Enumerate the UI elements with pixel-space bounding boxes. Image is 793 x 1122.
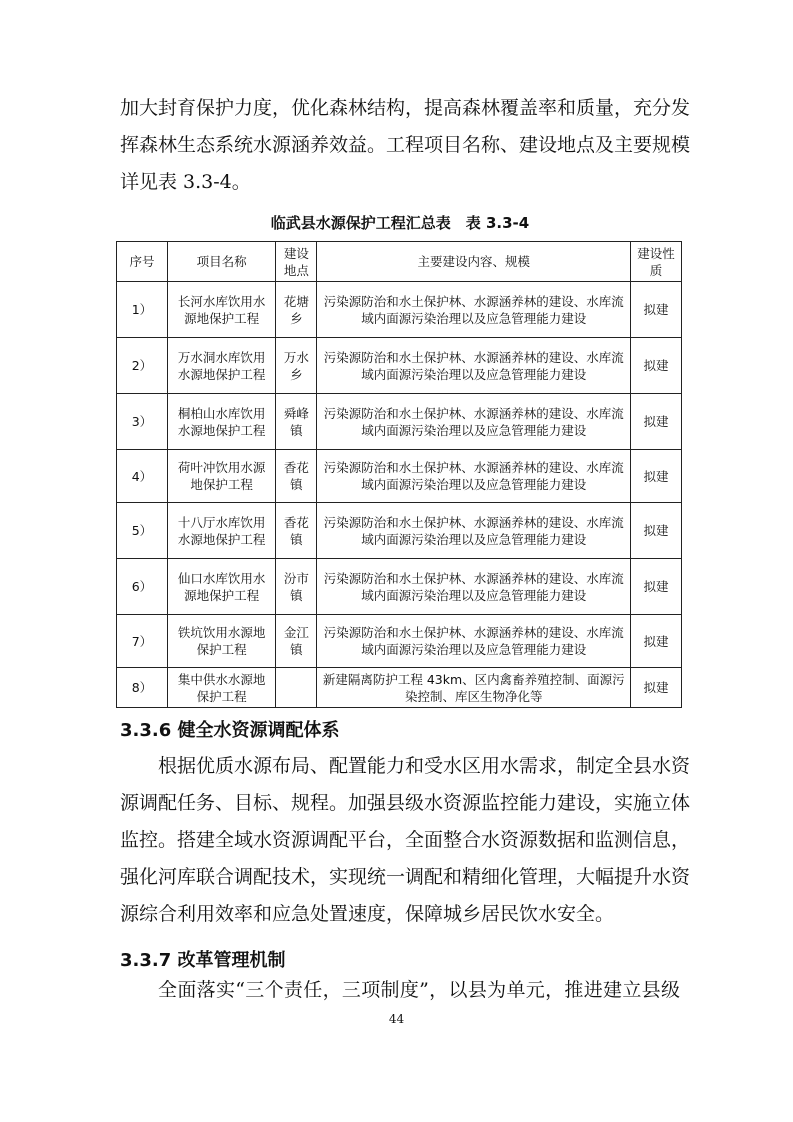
cell-nature: 拟建 <box>631 503 682 559</box>
table-row <box>117 668 682 708</box>
section-heading-3-3-7: 3.3.7 改革管理机制 <box>120 950 286 971</box>
cell-content: 污染源防治和水土保护林、水源涵养林的建设、水库流域内面源污染治理以及应急管理能力建设 <box>317 615 631 668</box>
cell-location: 花塘乡 <box>276 282 317 338</box>
cell-name: 集中供水水源地保护工程 <box>167 668 276 708</box>
cell-location: 舜峰镇 <box>276 394 317 450</box>
cell-content: 新建隔离防护工程 43km、区内禽畜养殖控制、面源污染控制、库区生物净化等 <box>317 668 631 708</box>
cell-location: 汾市镇 <box>276 559 317 615</box>
cell-no: 3） <box>117 394 168 450</box>
header-name: 项目名称 <box>167 242 276 282</box>
cell-name: 十八厅水库饮用水源地保护工程 <box>167 503 276 559</box>
cell-name: 荷叶冲饮用水源地保护工程 <box>167 450 276 503</box>
cell-location: 金江镇 <box>276 615 317 668</box>
cell-content: 污染源防治和水土保护林、水源涵养林的建设、水库流域内面源污染治理以及应急管理能力建设 <box>317 338 631 394</box>
cell-nature: 拟建 <box>631 615 682 668</box>
cell-nature: 拟建 <box>631 338 682 394</box>
cell-content: 污染源防治和水土保护林、水源涵养林的建设、水库流域内面源污染治理以及应急管理能力建设 <box>317 559 631 615</box>
cell-no: 8） <box>117 668 168 708</box>
cell-name: 长河水库饮用水源地保护工程 <box>167 282 276 338</box>
intro-line-1: 加大封育保护力度，优化森林结构，提高森林覆盖率和质量，充分发 <box>120 97 691 119</box>
paragraph-line: 全面落实“三个责任，三项制度”，以县为单元，推进建立县级 <box>158 979 680 1001</box>
cell-no: 6） <box>117 559 168 615</box>
cell-no: 1） <box>117 282 168 338</box>
paragraph-line: 根据优质水源布局、配置能力和受水区用水需求，制定全县水资 <box>158 755 691 777</box>
intro-paragraph <box>120 90 691 201</box>
cell-no: 2） <box>117 338 168 394</box>
cell-content: 污染源防治和水土保护林、水源涵养林的建设、水库流域内面源污染治理以及应急管理能力建设 <box>317 503 631 559</box>
header-nature: 建设性质 <box>631 242 682 282</box>
table-header-row <box>117 242 682 282</box>
table-row <box>117 615 682 668</box>
table-row <box>117 503 682 559</box>
paragraph-line: 强化河库联合调配技术，实现统一调配和精细化管理，大幅提升水资 <box>120 866 691 888</box>
cell-nature: 拟建 <box>631 559 682 615</box>
cell-no: 7） <box>117 615 168 668</box>
cell-content: 污染源防治和水土保护林、水源涵养林的建设、水库流域内面源污染治理以及应急管理能力建设 <box>317 394 631 450</box>
cell-name: 万水洞水库饮用水源地保护工程 <box>167 338 276 394</box>
cell-name: 铁坑饮用水源地保护工程 <box>167 615 276 668</box>
cell-location <box>276 668 317 708</box>
section-3-3-7-paragraph <box>120 972 680 1009</box>
paragraph-line: 监控。搭建全域水资源调配平台，全面整合水资源数据和监测信息， <box>120 829 691 851</box>
table-title: 临武县水源保护工程汇总表 表 3.3-4 <box>270 214 530 232</box>
paragraph-line: 源调配任务、目标、规程。加强县级水资源监控能力建设，实施立体 <box>120 792 691 814</box>
water-protection-table <box>116 241 682 708</box>
page-number: 44 <box>388 1012 405 1026</box>
intro-line-2: 挥森林生态系统水源涵养效益。工程项目名称、建设地点及主要规模 <box>120 134 691 156</box>
cell-nature: 拟建 <box>631 394 682 450</box>
table-row <box>117 338 682 394</box>
table-row <box>117 394 682 450</box>
cell-location: 香花镇 <box>276 450 317 503</box>
cell-no: 4） <box>117 450 168 503</box>
paragraph-line: 源综合利用效率和应急处置速度，保障城乡居民饮水安全。 <box>120 903 615 925</box>
header-content: 主要建设内容、规模 <box>317 242 631 282</box>
cell-nature: 拟建 <box>631 668 682 708</box>
section-3-3-6-paragraph <box>120 748 691 933</box>
cell-location: 香花镇 <box>276 503 317 559</box>
cell-location: 万水乡 <box>276 338 317 394</box>
cell-name: 仙口水库饮用水源地保护工程 <box>167 559 276 615</box>
cell-no: 5） <box>117 503 168 559</box>
cell-content: 污染源防治和水土保护林、水源涵养林的建设、水库流域内面源污染治理以及应急管理能力建设 <box>317 282 631 338</box>
table-row <box>117 282 682 338</box>
intro-line-3: 详见表 3.3-4。 <box>120 171 251 193</box>
table-row <box>117 450 682 503</box>
header-no: 序号 <box>117 242 168 282</box>
cell-content: 污染源防治和水土保护林、水源涵养林的建设、水库流域内面源污染治理以及应急管理能力建设 <box>317 450 631 503</box>
cell-nature: 拟建 <box>631 450 682 503</box>
header-location: 建设地点 <box>276 242 317 282</box>
cell-name: 桐柏山水库饮用水源地保护工程 <box>167 394 276 450</box>
cell-nature: 拟建 <box>631 282 682 338</box>
section-heading-3-3-6: 3.3.6 健全水资源调配体系 <box>120 720 340 741</box>
table-row <box>117 559 682 615</box>
